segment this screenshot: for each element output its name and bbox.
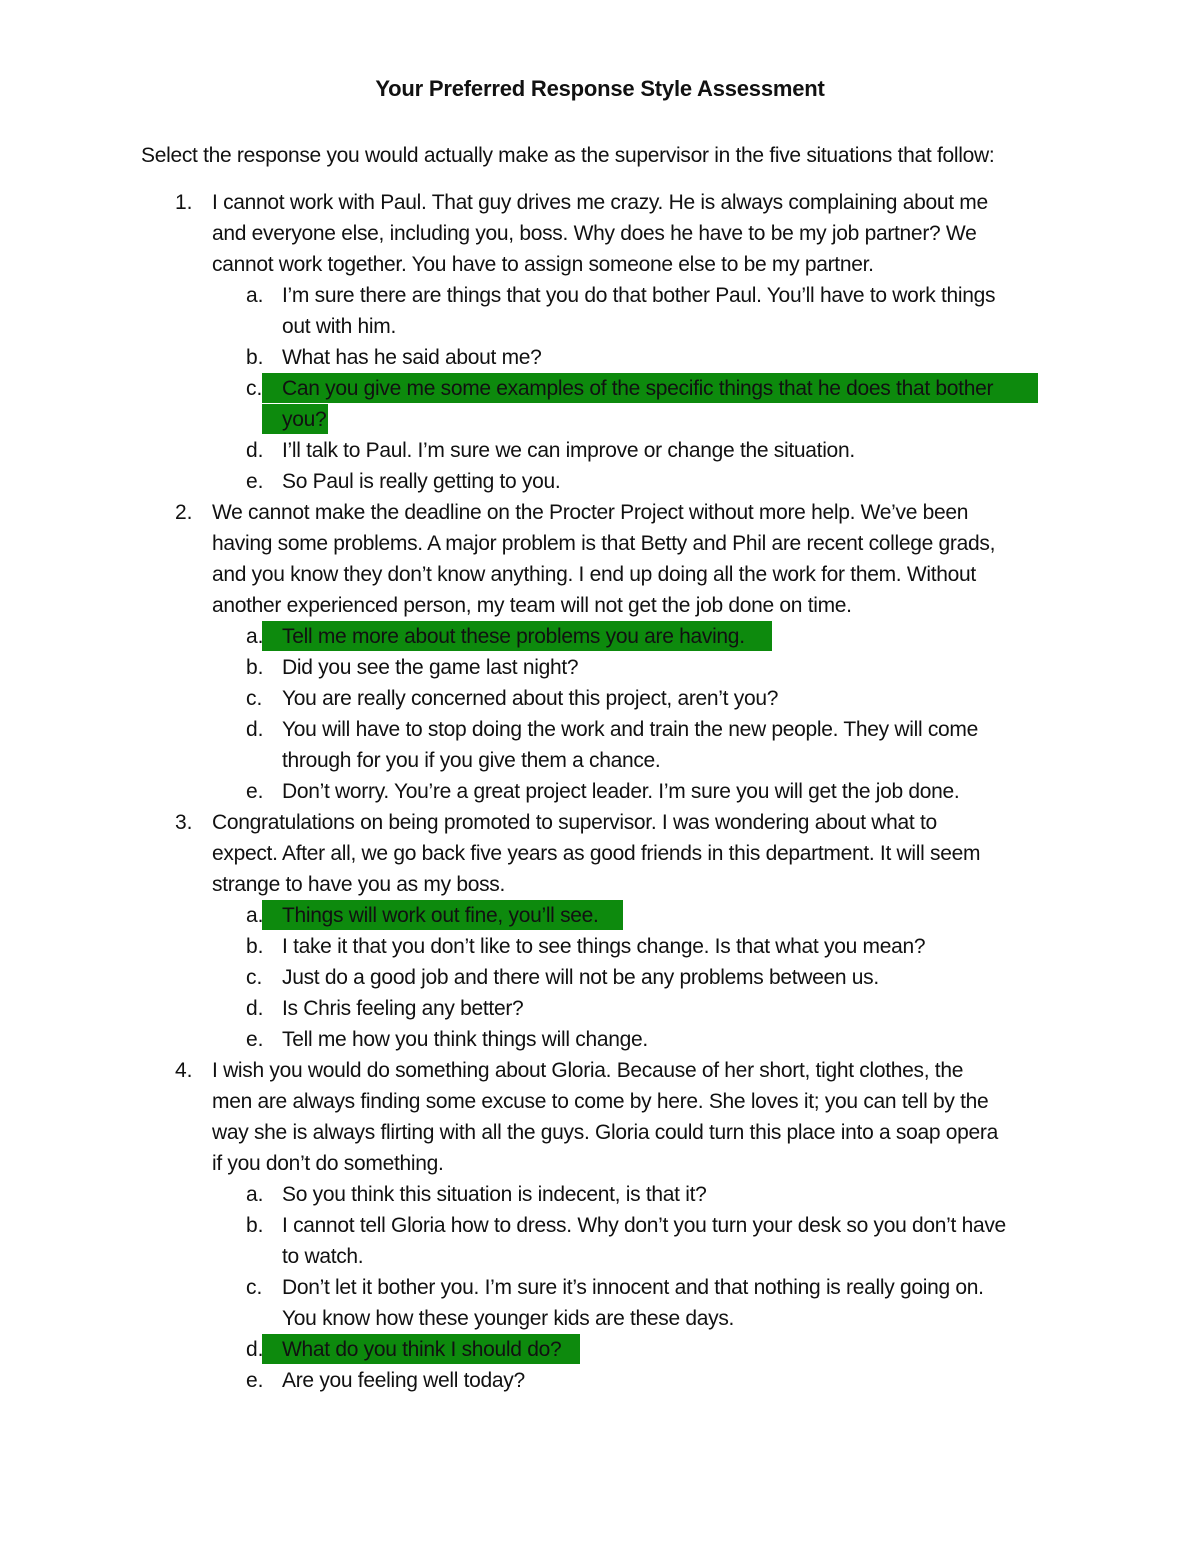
option-text: [282, 466, 1062, 497]
selected-response-option: [0, 373, 1200, 435]
option-letter: c.: [246, 377, 263, 400]
response-option: [0, 435, 1200, 466]
option-letter: d.: [246, 439, 264, 462]
option-text-line: Tell me how you think things will change.: [282, 1028, 648, 1051]
question-text: [212, 497, 1062, 621]
question-number: 2.: [175, 501, 193, 524]
option-text-line: Are you feeling well today?: [282, 1369, 525, 1392]
option-letter: b.: [246, 1214, 264, 1237]
option-text-line: Can you give me some examples of the specific things that he does that bother: [282, 377, 994, 400]
option-text-line: Don’t worry. You’re a great project leader. I’m sure you will get the job done.: [282, 780, 960, 803]
option-letter: c.: [246, 966, 263, 989]
option-text: [282, 962, 1062, 993]
question-item: [0, 187, 1200, 497]
question-text-line: expect. After all, we go back five years as good friends in this department. It will seem: [212, 842, 981, 865]
option-text-line: I take it that you don’t like to see things change. Is that what you mean?: [282, 935, 926, 958]
option-text: [282, 435, 1062, 466]
response-option: [0, 931, 1200, 962]
question-text-line: if you don’t do something.: [212, 1152, 444, 1175]
question-text-line: another experienced person, my team will not get the job done on time.: [212, 594, 852, 617]
option-letter: d.: [246, 718, 264, 741]
question-text-line: and everyone else, including you, boss. Why does he have to be my job partner? We: [212, 222, 977, 245]
question-text-line: strange to have you as my boss.: [212, 873, 506, 896]
response-option: [0, 1210, 1200, 1272]
response-option: [0, 683, 1200, 714]
option-text: [282, 714, 1062, 776]
option-letter: a.: [246, 904, 264, 927]
option-letter: e.: [246, 1369, 264, 1392]
option-text-line: Tell me more about these problems you are having.: [282, 625, 745, 648]
question-text: [212, 187, 1062, 280]
selected-response-option: [0, 900, 1200, 931]
option-text: [282, 1365, 1062, 1396]
option-text: [282, 1179, 1062, 1210]
option-text-line: Things will work out fine, you’ll see.: [282, 904, 599, 927]
option-letter: e.: [246, 1028, 264, 1051]
response-option: [0, 342, 1200, 373]
option-text: [282, 931, 1062, 962]
option-letter: c.: [246, 1276, 263, 1299]
option-text-line: You will have to stop doing the work and train the new people. They will come: [282, 718, 978, 741]
option-letter: a.: [246, 625, 264, 648]
option-text-line: So Paul is really getting to you.: [282, 470, 561, 493]
question-item: [0, 807, 1200, 1055]
question-text-line: having some problems. A major problem is that Betty and Phil are recent college grads,: [212, 532, 996, 555]
question-text-line: men are always finding some excuse to come by here. She loves it; you can tell by the: [212, 1090, 989, 1113]
option-text-line: Don’t let it bother you. I’m sure it’s innocent and that nothing is really going on.: [282, 1276, 984, 1299]
question-list: [0, 187, 1200, 1396]
response-option: [0, 1272, 1200, 1334]
option-text: [282, 342, 1062, 373]
option-text-line: I’ll talk to Paul. I’m sure we can improve or change the situation.: [282, 439, 855, 462]
option-text-line: through for you if you give them a chance.: [282, 749, 661, 772]
question-item: [0, 497, 1200, 807]
question-text-line: cannot work together. You have to assign someone else to be my partner.: [212, 253, 874, 276]
option-text-line: What do you think I should do?: [282, 1338, 562, 1361]
response-option: [0, 652, 1200, 683]
question-text-line: Congratulations on being promoted to supervisor. I was wondering about what to: [212, 811, 937, 834]
option-text-line: So you think this situation is indecent, is that it?: [282, 1183, 707, 1206]
question-text: [212, 807, 1062, 900]
option-text-line: you?: [282, 408, 327, 431]
option-letter: d.: [246, 1338, 264, 1361]
question-text-line: We cannot make the deadline on the Procter Project without more help. We’ve been: [212, 501, 969, 524]
option-text-line: Did you see the game last night?: [282, 656, 579, 679]
option-text: [282, 280, 1062, 342]
option-letter: b.: [246, 346, 264, 369]
option-text: [282, 1210, 1062, 1272]
option-text-line: You know how these younger kids are these days.: [282, 1307, 735, 1330]
response-option: [0, 993, 1200, 1024]
response-option: [0, 1179, 1200, 1210]
option-text-line: I’m sure there are things that you do that bother Paul. You’ll have to work things: [282, 284, 996, 307]
response-option: [0, 776, 1200, 807]
question-item: [0, 1055, 1200, 1396]
option-letter: b.: [246, 656, 264, 679]
option-text: [282, 776, 1062, 807]
option-text: [282, 1024, 1062, 1055]
question-text-line: and you know they don’t know anything. I end up doing all the work for them. Without: [212, 563, 976, 586]
option-letter: b.: [246, 935, 264, 958]
option-text: [282, 373, 1062, 435]
question-number: 4.: [175, 1059, 193, 1082]
question-number: 3.: [175, 811, 193, 834]
selected-response-option: [0, 621, 1200, 652]
document-title: Your Preferred Response Style Assessment: [375, 76, 825, 101]
selected-response-option: [0, 1334, 1200, 1365]
option-text: [282, 900, 1062, 931]
option-text: [282, 1334, 1062, 1365]
option-text: [282, 683, 1062, 714]
option-text: [282, 993, 1062, 1024]
question-text-line: I wish you would do something about Gloria. Because of her short, tight clothes, the: [212, 1059, 964, 1082]
option-text: [282, 621, 1062, 652]
option-text-line: Just do a good job and there will not be any problems between us.: [282, 966, 879, 989]
option-text-line: to watch.: [282, 1245, 364, 1268]
option-letter: e.: [246, 780, 264, 803]
response-option: [0, 280, 1200, 342]
response-option: [0, 962, 1200, 993]
question-number: 1.: [175, 191, 193, 214]
question-text-line: I cannot work with Paul. That guy drives me crazy. He is always complaining about me: [212, 191, 988, 214]
option-text-line: Is Chris feeling any better?: [282, 997, 524, 1020]
option-letter: a.: [246, 1183, 264, 1206]
response-option: [0, 1024, 1200, 1055]
option-text: [282, 652, 1062, 683]
option-text-line: You are really concerned about this project, aren’t you?: [282, 687, 779, 710]
option-text-line: out with him.: [282, 315, 396, 338]
response-option: [0, 1365, 1200, 1396]
option-text-line: What has he said about me?: [282, 346, 542, 369]
option-text-line: I cannot tell Gloria how to dress. Why don’t you turn your desk so you don’t have: [282, 1214, 1006, 1237]
response-option: [0, 466, 1200, 497]
option-letter: e.: [246, 470, 264, 493]
question-text: [212, 1055, 1062, 1179]
option-letter: d.: [246, 997, 264, 1020]
question-text-line: way she is always flirting with all the guys. Gloria could turn this place into a soap opera: [212, 1121, 998, 1144]
option-letter: a.: [246, 284, 264, 307]
instructions-text: Select the response you would actually make as the supervisor in the five situations that follow:: [141, 144, 995, 167]
option-text: [282, 1272, 1062, 1334]
response-option: [0, 714, 1200, 776]
option-letter: c.: [246, 687, 263, 710]
